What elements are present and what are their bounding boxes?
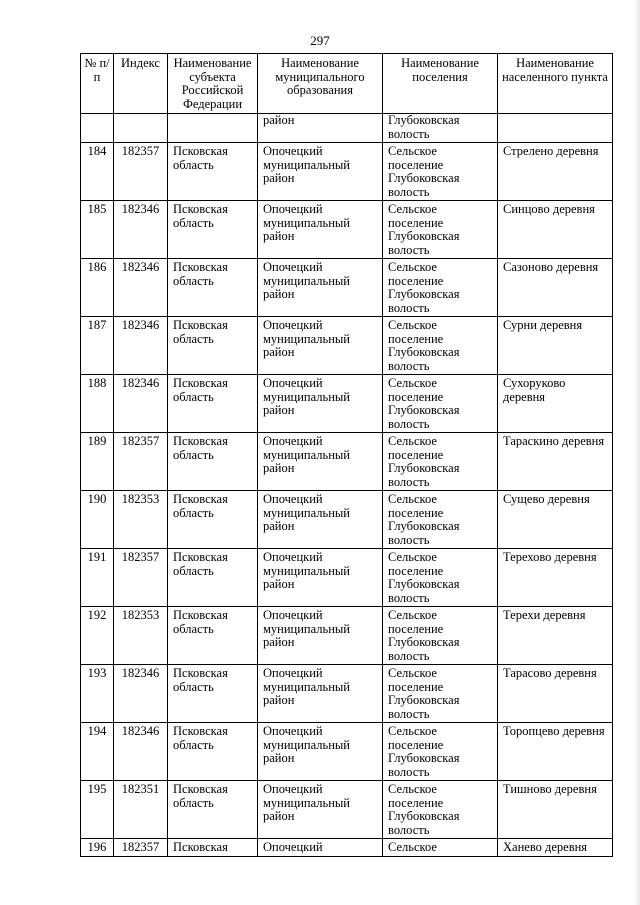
- cell-settlement: Сельское поселение Глубоковская волость: [383, 201, 498, 259]
- cell-subject: [168, 114, 258, 143]
- cell-municipality: Опочецкий муниципальный район: [258, 201, 383, 259]
- cell-municipality: Опочецкий муниципальный район: [258, 317, 383, 375]
- header-locality: Наименование населенного пункта: [498, 54, 613, 114]
- cell-subject: Псковская область: [168, 491, 258, 549]
- cell-municipality: Опочецкий муниципальный район: [258, 375, 383, 433]
- cell-subject: Псковская область: [168, 143, 258, 201]
- cell-municipality: Опочецкий муниципальный район: [258, 781, 383, 839]
- cell-num: 184: [81, 143, 114, 201]
- cell-locality: Ханево деревня: [498, 839, 613, 857]
- table-row: [81, 375, 613, 433]
- cell-locality: Сухоруково деревня: [498, 375, 613, 433]
- table-row-continuation: [81, 114, 613, 143]
- cell-locality: Торопцево деревня: [498, 723, 613, 781]
- cell-index: [114, 114, 168, 143]
- cell-num: 185: [81, 201, 114, 259]
- cell-num: 190: [81, 491, 114, 549]
- settlements-table: [80, 53, 613, 857]
- table-row: [81, 723, 613, 781]
- cell-num: 187: [81, 317, 114, 375]
- cell-settlement: Сельское поселение Глубоковская волость: [383, 607, 498, 665]
- cell-locality: Терехи деревня: [498, 607, 613, 665]
- cell-subject: Псковская область: [168, 317, 258, 375]
- cell-settlement: Сельское: [383, 839, 498, 857]
- cell-num: 195: [81, 781, 114, 839]
- cell-index: 182346: [114, 317, 168, 375]
- cell-settlement: Сельское поселение Глубоковская волость: [383, 781, 498, 839]
- table-row: [81, 143, 613, 201]
- cell-settlement: Сельское поселение Глубоковская волость: [383, 665, 498, 723]
- cell-municipality: район: [258, 114, 383, 143]
- cell-num: 192: [81, 607, 114, 665]
- cell-settlement: Сельское поселение Глубоковская волость: [383, 491, 498, 549]
- cell-municipality: Опочецкий муниципальный район: [258, 607, 383, 665]
- cell-index: 182346: [114, 375, 168, 433]
- cell-index: 182357: [114, 549, 168, 607]
- cell-locality: Тишново деревня: [498, 781, 613, 839]
- header-index: Индекс: [114, 54, 168, 114]
- table-row: [81, 549, 613, 607]
- cell-locality: Тараскино деревня: [498, 433, 613, 491]
- cell-settlement: Сельское поселение Глубоковская волость: [383, 723, 498, 781]
- cell-locality: Синцово деревня: [498, 201, 613, 259]
- scan-edge-shadow: [634, 0, 640, 905]
- header-subject: Наименование субъекта Российской Федерации: [168, 54, 258, 114]
- cell-subject: Псковская область: [168, 201, 258, 259]
- cell-municipality: Опочецкий муниципальный район: [258, 433, 383, 491]
- cell-subject: Псковская область: [168, 375, 258, 433]
- table-row: [81, 259, 613, 317]
- cell-index: 182346: [114, 723, 168, 781]
- cell-municipality: Опочецкий муниципальный район: [258, 549, 383, 607]
- cell-num: 196: [81, 839, 114, 857]
- cell-subject: Псковская область: [168, 723, 258, 781]
- table-row-last: [81, 839, 613, 857]
- cell-locality: [498, 114, 613, 143]
- table-row: [81, 317, 613, 375]
- cell-municipality: Опочецкий муниципальный район: [258, 665, 383, 723]
- cell-index: 182353: [114, 607, 168, 665]
- table-header-row: [81, 54, 613, 114]
- cell-subject: Псковская область: [168, 665, 258, 723]
- table-row: [81, 781, 613, 839]
- cell-settlement: Глубоковская волость: [383, 114, 498, 143]
- header-municipality: Наименование муниципального образования: [258, 54, 383, 114]
- cell-settlement: Сельское поселение Глубоковская волость: [383, 143, 498, 201]
- cell-municipality: Опочецкий муниципальный район: [258, 143, 383, 201]
- cell-locality: Сурни деревня: [498, 317, 613, 375]
- table-body: [81, 114, 613, 857]
- cell-index: 182351: [114, 781, 168, 839]
- header-settlement: Наименование поселения: [383, 54, 498, 114]
- cell-municipality: Опочецкий муниципальный район: [258, 491, 383, 549]
- cell-settlement: Сельское поселение Глубоковская волость: [383, 549, 498, 607]
- cell-locality: Стрелено деревня: [498, 143, 613, 201]
- cell-index: 182353: [114, 491, 168, 549]
- cell-index: 182357: [114, 839, 168, 857]
- cell-subject: Псковская область: [168, 433, 258, 491]
- table-row: [81, 607, 613, 665]
- cell-subject: Псковская область: [168, 781, 258, 839]
- cell-locality: Сущево деревня: [498, 491, 613, 549]
- cell-index: 182346: [114, 259, 168, 317]
- cell-index: 182357: [114, 433, 168, 491]
- table-row: [81, 665, 613, 723]
- cell-settlement: Сельское поселение Глубоковская волость: [383, 375, 498, 433]
- cell-subject: Псковская область: [168, 607, 258, 665]
- cell-settlement: Сельское поселение Глубоковская волость: [383, 317, 498, 375]
- cell-index: 182357: [114, 143, 168, 201]
- cell-num: 193: [81, 665, 114, 723]
- cell-municipality: Опочецкий муниципальный район: [258, 259, 383, 317]
- cell-num: 188: [81, 375, 114, 433]
- cell-index: 182346: [114, 665, 168, 723]
- cell-locality: Терехово деревня: [498, 549, 613, 607]
- table-row: [81, 201, 613, 259]
- cell-num: 186: [81, 259, 114, 317]
- cell-municipality: Опочецкий муниципальный район: [258, 723, 383, 781]
- cell-locality: Сазоново деревня: [498, 259, 613, 317]
- cell-settlement: Сельское поселение Глубоковская волость: [383, 433, 498, 491]
- cell-num: 191: [81, 549, 114, 607]
- cell-num: 189: [81, 433, 114, 491]
- header-num: № п/п: [81, 54, 114, 114]
- table-row: [81, 433, 613, 491]
- cell-subject: Псковская: [168, 839, 258, 857]
- cell-index: 182346: [114, 201, 168, 259]
- cell-num: [81, 114, 114, 143]
- cell-settlement: Сельское поселение Глубоковская волость: [383, 259, 498, 317]
- cell-locality: Тарасово деревня: [498, 665, 613, 723]
- cell-subject: Псковская область: [168, 259, 258, 317]
- cell-num: 194: [81, 723, 114, 781]
- cell-subject: Псковская область: [168, 549, 258, 607]
- cell-municipality: Опочецкий: [258, 839, 383, 857]
- table-row: [81, 491, 613, 549]
- page-number: 297: [310, 33, 330, 48]
